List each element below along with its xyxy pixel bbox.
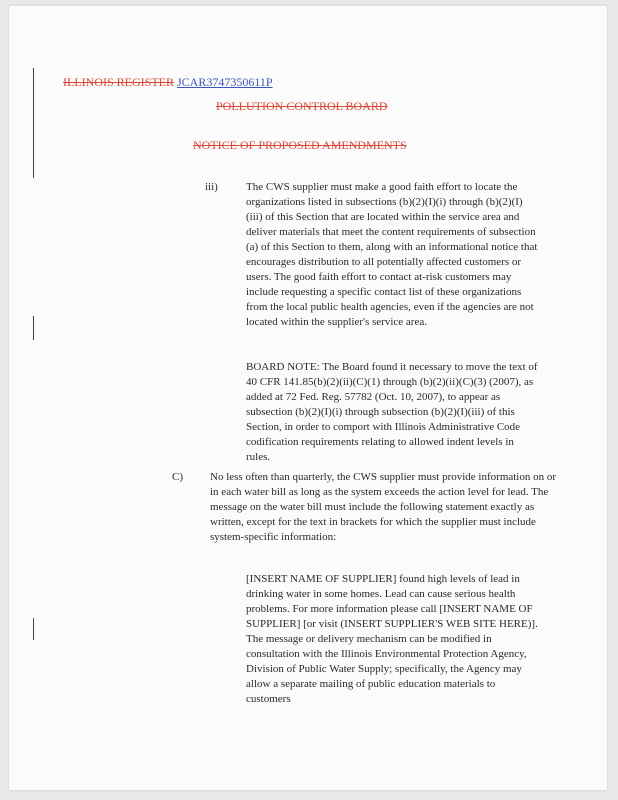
subsection-marker-iii: iii): [205, 181, 218, 193]
board-header: POLLUTION CONTROL BOARD: [216, 99, 388, 113]
subsection-marker-c: C): [172, 471, 183, 483]
board-note: BOARD NOTE: The Board found it necessary to move the text of 40 CFR 141.85(b)(2)(ii)(C)(1) through (b)(2)(ii)(C)(3) (2007), as added at 72 Fed. Reg. 57782 (Oct. 10, 2007), to appear as subsection (b)(2)(I)(i) through subsection (b)(2)(I)(iii) of this Section, in order to comport with Illinois Administrative Code codification requirements relating to allowed indent levels in rules.: [246, 361, 538, 463]
register-inserted-text: JCAR3747350611P: [177, 75, 273, 89]
revision-bar: [33, 68, 34, 178]
subsection-iii-text: The CWS supplier must make a good faith effort to locate the organizations listed in subsections (b)(2)(I)(i) through (b)(2)(I)(iii) of this Section that are located within the service area and deliver materials that meet the content requirements of subsection (a) of this Section to them, along with an informational notice that encourages distribution to all potentially affected customers or users. The good faith effort to contact at-risk customers may include requesting a specific contact list of these organizations from the local public health agencies, even if the agencies are not located within the supplier's service area.: [246, 181, 538, 328]
required-statement-text: [INSERT NAME OF SUPPLIER] found high levels of lead in drinking water in some homes. Lead can cause serious health problems. For more information please call [INSERT NAME OF SUPPLIER] [or visit (INSERT SUPPLIER'S WEB SITE HERE)]. The message or delivery mechanism can be modified in consultation with the Illinois Environmental Protection Agency, Division of Public Water Supply; specifically, the Agency may allow a separate mailing of public education materials to customers: [246, 573, 538, 705]
register-struck-text: ILLINOIS REGISTER: [63, 75, 174, 89]
revision-bar: [33, 316, 34, 340]
notice-header: NOTICE OF PROPOSED AMENDMENTS: [193, 138, 407, 152]
register-header: [63, 75, 273, 90]
document-page: [9, 6, 607, 790]
subsection-c-text: No less often than quarterly, the CWS supplier must provide information on or in each water bill as long as the system exceeds the action level for lead. The message on the water bill must include the following statement exactly as written, except for the text in brackets for which the supplier must include system-specific information:: [210, 471, 557, 543]
revision-bar: [33, 618, 34, 640]
